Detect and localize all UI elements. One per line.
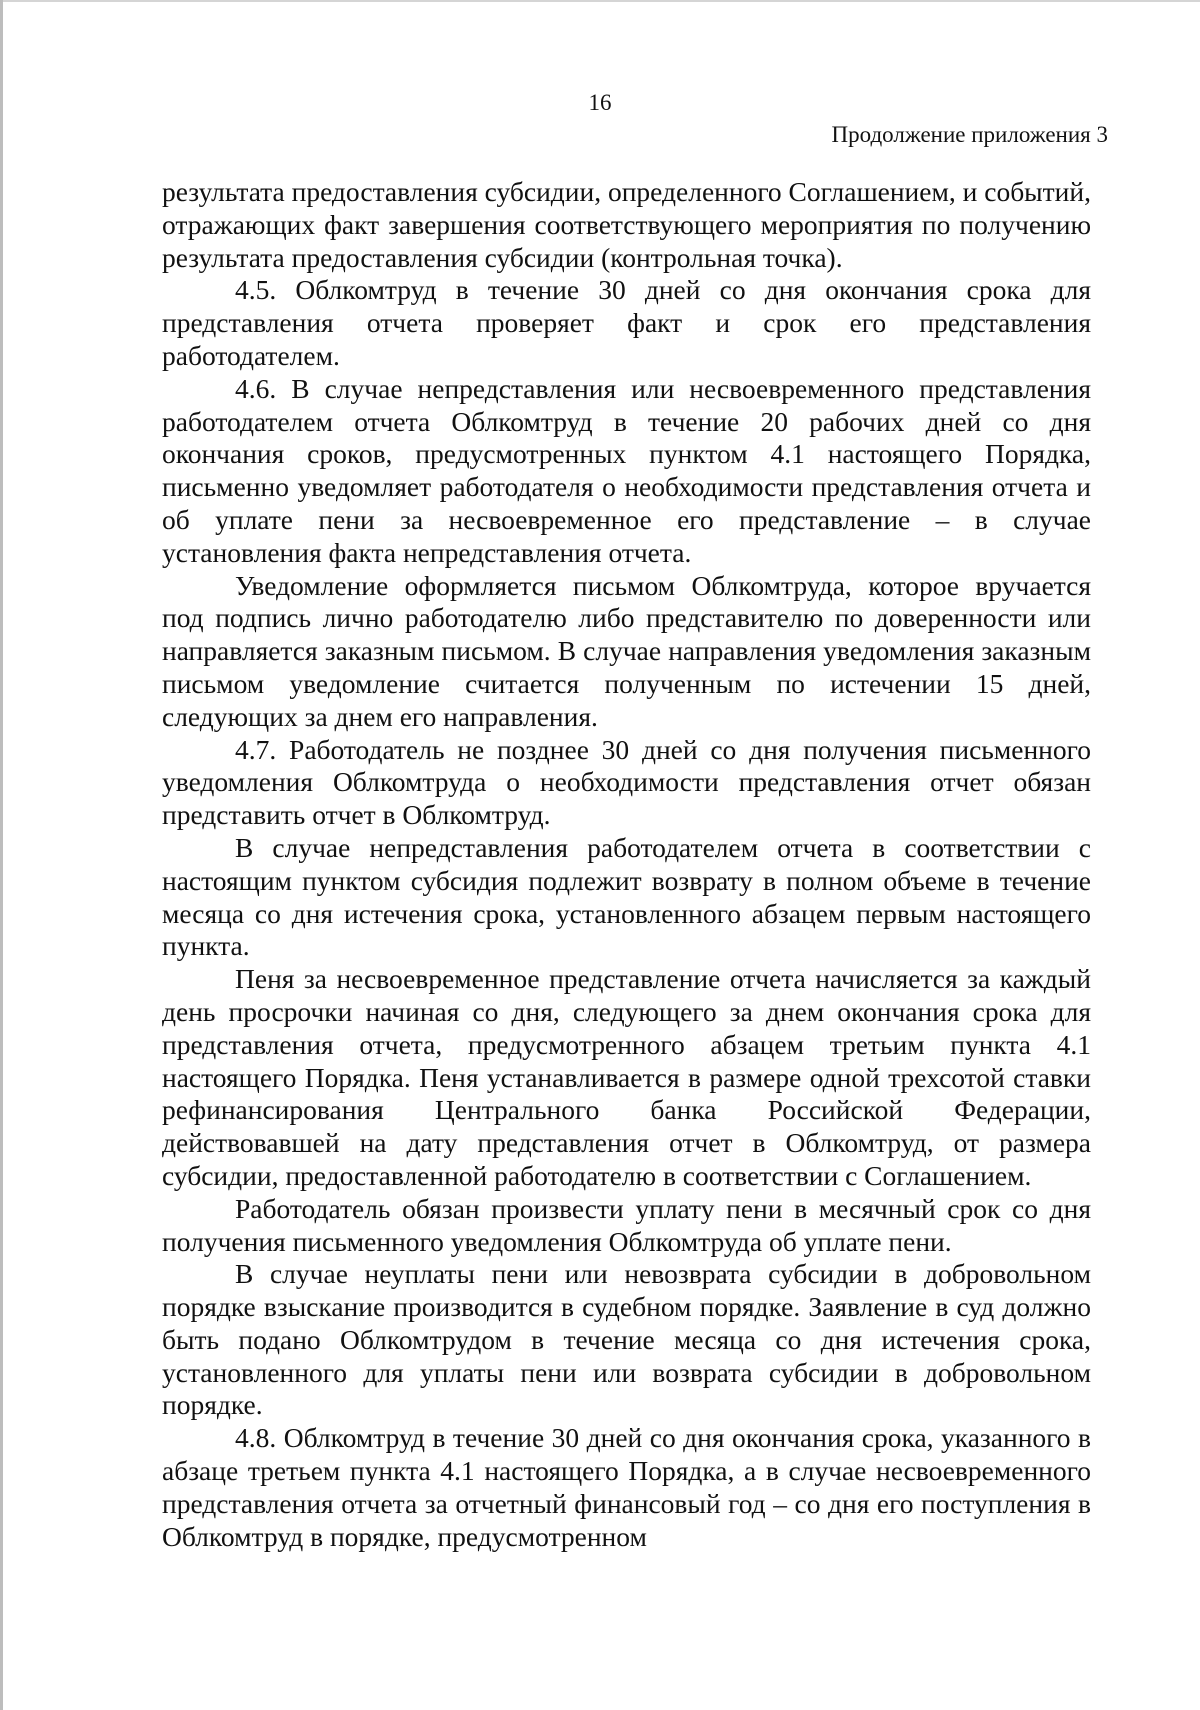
- paragraph-continuation: результата предоставления субсидии, определенного Соглашением, и событий, отражающих факт завершения соответствующего мероприятия по получению результата предоставления субсидии (контрольная точка).: [162, 176, 1091, 273]
- paragraph-4-7: 4.7. Работодатель не позднее 30 дней со дня получения письменного уведомления Облкомтруда о необходимости представления отчет обязан представить отчет в Облкомтруд.: [162, 733, 1091, 831]
- paragraph-penalty: Пеня за несвоевременное представление отчета начисляется за каждый день просрочки начиная со дня, следующего за днем окончания срока для представления отчета, предусмотренного абзацем третьим пункта 4.1 настоящего Порядка. Пеня устанавливается в размере одной трехсотой ставки рефинансирования Центрального банка Российской Федерации, действовавшей на дату представления отчет в Облкомтруд, от размера субсидии, предоставленной работодателю в соответствии с Соглашением.: [162, 963, 1091, 1191]
- scan-edge-top: [0, 0, 1200, 2]
- appendix-continuation-note: Продолжение приложения 3: [831, 122, 1108, 147]
- paragraph-4-8: 4.8. Облкомтруд в течение 30 дней со дня окончания срока, указанного в абзаце третьем пункта 4.1 настоящего Порядка, а в случае несвоевременного представления отчета за отчетный финансовый год – со дня его поступления в Облкомтруд в порядке, предусмотренном: [162, 1422, 1091, 1552]
- paragraph-notification: Уведомление оформляется письмом Облкомтруда, которое вручается под подпись лично работодателю либо представителю по доверенности или направляется заказным письмом. В случае направления уведомления заказным письмом уведомление считается полученным по истечении 15 дней, следующих за днем его направления.: [162, 569, 1091, 732]
- scan-edge-left: [0, 0, 3, 1710]
- paragraph-4-5: 4.5. Облкомтруд в течение 30 дней со дня окончания срока для представления отчета проверяет факт и срок его представления работодателем.: [162, 274, 1091, 371]
- page-number: 16: [588, 90, 612, 115]
- paragraph-4-6: 4.6. В случае непредставления или несвоевременного представления работодателем отчета Облкомтруд в течение 20 рабочих дней со дня окончания сроков, предусмотренных пунктом 4.1 настоящего Порядка, письменно уведомляет работодателя о необходимости представления отчета и об уплате пени за несвоевременное его представление – в случае установления факта непредставления отчета.: [162, 372, 1091, 568]
- paragraph-penalty-payment: Работодатель обязан произвести уплату пени в месячный срок со дня получения письменного уведомления Облкомтруда об уплате пени.: [162, 1192, 1091, 1257]
- document-body: [162, 176, 1091, 1553]
- paragraph-court: В случае неуплаты пени или невозврата субсидии в добровольном порядке взыскание производится в судебном порядке. Заявление в суд должно быть подано Облкомтрудом в течение месяца со дня истечения срока, установленного для уплаты пени или возврата субсидии в добровольном порядке.: [162, 1258, 1091, 1421]
- paragraph-refund: В случае непредставления работодателем отчета в соответствии с настоящим пунктом субсидия подлежит возврату в полном объеме в течение месяца со дня истечения срока, установленного абзацем первым настоящего пункта.: [162, 831, 1091, 962]
